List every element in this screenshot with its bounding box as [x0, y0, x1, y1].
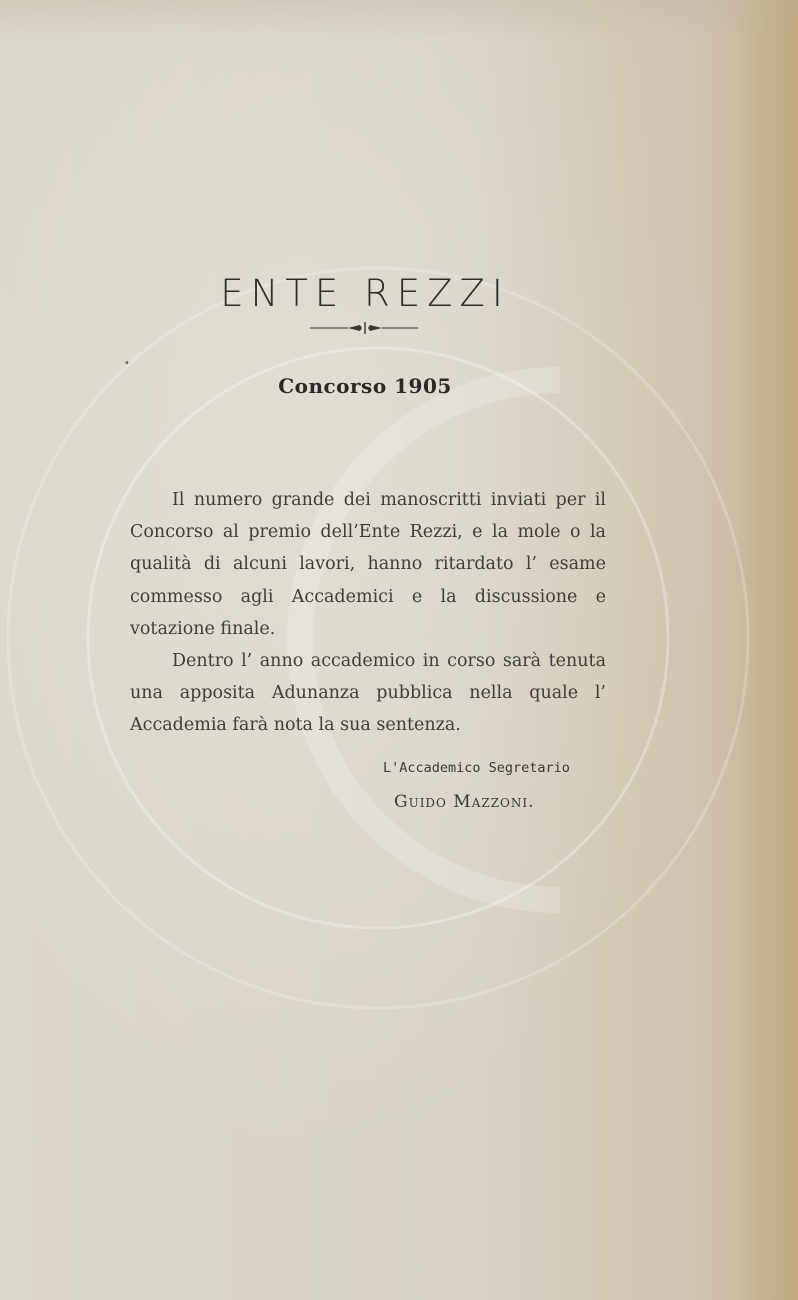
- document-title: ENTE REZZI: [220, 272, 510, 315]
- signature-name: Guido Mazzoni.: [394, 792, 535, 812]
- ink-speck: •: [124, 358, 130, 369]
- document-subtitle: Concorso 1905: [278, 374, 452, 398]
- signature-role: L'Accademico Segretario: [383, 760, 570, 776]
- paragraph-1: Il numero grande dei manoscritti inviati per il Concorso al premio dell’Ente Rezzi, e la mole o la qualità di alcuni lavori, hanno ritardato l’ esame commesso agli Accademici e la discussione e votazione finale.: [130, 490, 606, 639]
- paragraph-2: Dentro l’ anno accademico in corso sarà tenuta una apposita Adunanza pubblica nella quale l’ Accademia farà nota la sua sentenza.: [130, 651, 606, 736]
- ornament-divider-icon: [310, 318, 420, 338]
- body-text: [130, 484, 606, 742]
